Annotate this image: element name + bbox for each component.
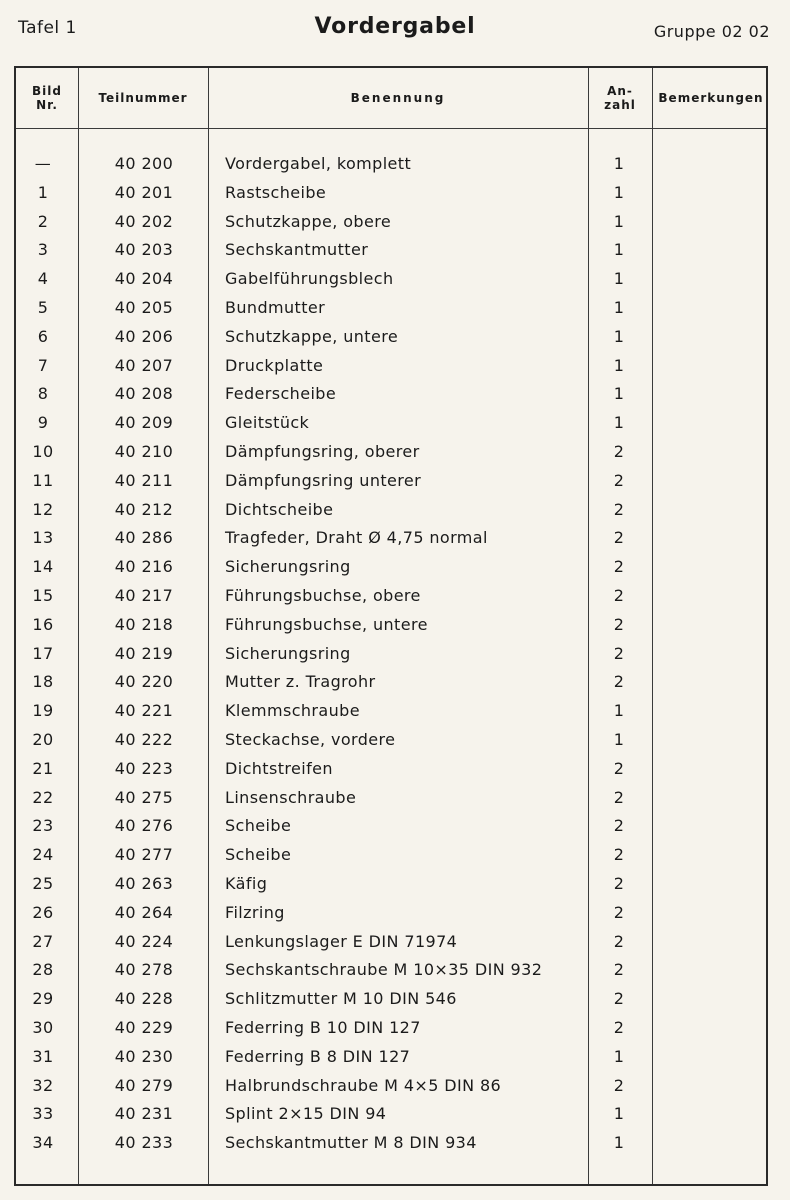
- cell-description: Dämpfungsring unterer: [225, 470, 422, 490]
- table-row: [0, 553, 790, 582]
- cell-figure-number: 10: [32, 441, 54, 461]
- cell-description: Schutzkappe, untere: [225, 326, 399, 346]
- cell-quantity: 1: [613, 384, 625, 404]
- cell-quantity: 2: [613, 643, 625, 663]
- cell-part-number: 40 278: [114, 960, 174, 980]
- cell-quantity: 2: [613, 499, 625, 519]
- cell-quantity: 2: [613, 1075, 625, 1095]
- cell-description: Sechskantmutter: [225, 240, 369, 260]
- cell-quantity: 1: [613, 413, 625, 433]
- cell-description: Gabelführungsblech: [225, 269, 394, 289]
- cell-part-number: 40 222: [114, 729, 174, 749]
- table-row: [0, 1043, 790, 1072]
- cell-description: Bundmutter: [225, 297, 326, 317]
- cell-description: Linsenschraube: [225, 787, 357, 807]
- cell-part-number: 40 201: [114, 182, 174, 202]
- cell-description: Federring B 10 DIN 127: [225, 1017, 421, 1037]
- cell-description: Lenkungslager E DIN 71974: [225, 931, 458, 951]
- table-row: [0, 208, 790, 237]
- cell-part-number: 40 276: [114, 816, 174, 836]
- cell-quantity: 2: [613, 557, 625, 577]
- table-row: [0, 697, 790, 726]
- cell-part-number: 40 208: [114, 384, 174, 404]
- cell-part-number: 40 211: [114, 470, 174, 490]
- cell-part-number: 40 277: [114, 845, 174, 865]
- cell-part-number: 40 263: [114, 873, 174, 893]
- column-header-anzahl: [588, 68, 652, 128]
- table-row: [0, 784, 790, 813]
- cell-part-number: 40 230: [114, 1046, 174, 1066]
- cell-quantity: 1: [613, 326, 625, 346]
- cell-description: Schutzkappe, obere: [225, 211, 392, 231]
- table-row: [0, 380, 790, 409]
- cell-description: Tragfeder, Draht Ø 4,75 normal: [225, 528, 488, 548]
- cell-description: Gleitstück: [225, 413, 310, 433]
- cell-quantity: 1: [613, 729, 625, 749]
- cell-part-number: 40 203: [114, 240, 174, 260]
- table-row: [0, 438, 790, 467]
- cell-figure-number: 4: [37, 269, 49, 289]
- cell-description: Scheibe: [225, 816, 292, 836]
- cell-figure-number: 21: [32, 758, 54, 778]
- cell-description: Führungsbuchse, untere: [225, 614, 428, 634]
- table-row: [0, 524, 790, 553]
- cell-figure-number: 8: [37, 384, 49, 404]
- table-row: [0, 841, 790, 870]
- cell-figure-number: 18: [32, 672, 54, 692]
- cell-figure-number: 28: [32, 960, 54, 980]
- cell-quantity: 2: [613, 816, 625, 836]
- cell-description: Klemmschraube: [225, 701, 360, 721]
- cell-figure-number: 1: [37, 182, 49, 202]
- cell-figure-number: 15: [32, 585, 54, 605]
- cell-quantity: 1: [613, 154, 625, 173]
- cell-description: Dichtstreifen: [225, 758, 333, 778]
- cell-quantity: 2: [613, 873, 625, 893]
- cell-figure-number: 14: [32, 557, 54, 577]
- cell-part-number: 40 204: [114, 269, 174, 289]
- table-row: [0, 985, 790, 1014]
- cell-figure-number: 16: [32, 614, 54, 634]
- cell-description: Schlitzmutter M 10 DIN 546: [225, 989, 457, 1009]
- cell-quantity: 1: [613, 211, 625, 231]
- cell-description: Filzring: [225, 902, 285, 922]
- cell-figure-number: 29: [32, 989, 54, 1009]
- cell-figure-number: —: [34, 154, 52, 173]
- table-row: [0, 668, 790, 697]
- cell-quantity: 1: [613, 355, 625, 375]
- cell-quantity: 2: [613, 845, 625, 865]
- table-row: [0, 899, 790, 928]
- table-row: [0, 236, 790, 265]
- cell-figure-number: 27: [32, 931, 54, 951]
- cell-quantity: 2: [613, 758, 625, 778]
- cell-figure-number: 6: [37, 326, 49, 346]
- table-row: [0, 812, 790, 841]
- cell-part-number: 40 205: [114, 297, 174, 317]
- cell-quantity: 2: [613, 989, 625, 1009]
- cell-description: Sechskantschraube M 10×35 DIN 932: [225, 960, 543, 980]
- cell-description: Dichtscheibe: [225, 499, 334, 519]
- cell-part-number: 40 224: [114, 931, 174, 951]
- cell-description: Vordergabel, komplett: [225, 154, 412, 173]
- cell-quantity: 2: [613, 470, 625, 490]
- cell-figure-number: 3: [37, 240, 49, 260]
- cell-quantity: 1: [613, 182, 625, 202]
- cell-figure-number: 31: [32, 1046, 54, 1066]
- cell-quantity: 2: [613, 960, 625, 980]
- column-header-anzahl-line2: zahl: [604, 98, 636, 112]
- cell-figure-number: 25: [32, 873, 54, 893]
- cell-quantity: 1: [613, 297, 625, 317]
- cell-quantity: 2: [613, 787, 625, 807]
- table-row: [0, 467, 790, 496]
- cell-figure-number: 34: [32, 1133, 54, 1153]
- cell-quantity: 2: [613, 1017, 625, 1037]
- cell-figure-number: 7: [37, 355, 49, 375]
- cell-description: Dämpfungsring, oberer: [225, 441, 420, 461]
- cell-quantity: 1: [613, 240, 625, 260]
- cell-figure-number: 19: [32, 701, 54, 721]
- table-row: [0, 928, 790, 957]
- header-rule: [16, 128, 766, 129]
- table-row: [0, 1129, 790, 1158]
- cell-quantity: 2: [613, 441, 625, 461]
- cell-part-number: 40 209: [114, 413, 174, 433]
- group-number: Gruppe 02 02: [653, 22, 770, 41]
- cell-description: Federring B 8 DIN 127: [225, 1046, 411, 1066]
- cell-figure-number: 20: [32, 729, 54, 749]
- table-row: [0, 1072, 790, 1101]
- cell-part-number: 40 229: [114, 1017, 174, 1037]
- table-row: [0, 640, 790, 669]
- cell-part-number: 40 207: [114, 355, 174, 375]
- cell-description: Führungsbuchse, obere: [225, 585, 421, 605]
- table-row: [0, 611, 790, 640]
- column-header-bild-line1: Bild: [32, 84, 62, 98]
- table-row: [0, 726, 790, 755]
- page-title: Vordergabel: [314, 14, 476, 39]
- cell-quantity: 1: [613, 1104, 625, 1124]
- table-row: [0, 265, 790, 294]
- cell-figure-number: 17: [32, 643, 54, 663]
- cell-quantity: 2: [613, 585, 625, 605]
- cell-figure-number: 32: [32, 1075, 54, 1095]
- cell-quantity: 1: [613, 701, 625, 721]
- cell-part-number: 40 228: [114, 989, 174, 1009]
- cell-quantity: 2: [613, 931, 625, 951]
- cell-figure-number: 26: [32, 902, 54, 922]
- cell-description: Federscheibe: [225, 384, 337, 404]
- cell-quantity: 2: [613, 672, 625, 692]
- cell-quantity: 2: [613, 528, 625, 548]
- column-header-teilnummer: Teilnummer: [98, 91, 188, 105]
- cell-part-number: 40 216: [114, 557, 174, 577]
- cell-part-number: 40 279: [114, 1075, 174, 1095]
- table-row: [0, 496, 790, 525]
- cell-part-number: 40 231: [114, 1104, 174, 1124]
- cell-part-number: 40 275: [114, 787, 174, 807]
- column-header-benennung: Benennung: [350, 91, 446, 105]
- cell-quantity: 2: [613, 902, 625, 922]
- cell-part-number: 40 233: [114, 1133, 174, 1153]
- cell-part-number: 40 202: [114, 211, 174, 231]
- cell-part-number: 40 210: [114, 441, 174, 461]
- table-row: [0, 582, 790, 611]
- cell-part-number: 40 219: [114, 643, 174, 663]
- cell-description: Sicherungsring: [225, 557, 351, 577]
- cell-part-number: 40 200: [114, 154, 174, 173]
- table-row: [0, 323, 790, 352]
- table-body: [0, 150, 790, 1158]
- cell-figure-number: 23: [32, 816, 54, 836]
- cell-description: Druckplatte: [225, 355, 324, 375]
- table-row: [0, 1014, 790, 1043]
- cell-figure-number: 2: [37, 211, 49, 231]
- table-row: [0, 294, 790, 323]
- table-row: [0, 352, 790, 381]
- cell-description: Steckachse, vordere: [225, 729, 396, 749]
- table-row: [0, 956, 790, 985]
- table-row: [0, 755, 790, 784]
- cell-part-number: 40 206: [114, 326, 174, 346]
- cell-part-number: 40 264: [114, 902, 174, 922]
- cell-description: Splint 2×15 DIN 94: [225, 1104, 387, 1124]
- cell-figure-number: 13: [32, 528, 54, 548]
- cell-description: Scheibe: [225, 845, 292, 865]
- cell-part-number: 40 220: [114, 672, 174, 692]
- table-row: [0, 409, 790, 438]
- cell-quantity: 1: [613, 1046, 625, 1066]
- cell-figure-number: 30: [32, 1017, 54, 1037]
- table-row: [0, 1100, 790, 1129]
- cell-description: Mutter z. Tragrohr: [225, 672, 376, 692]
- cell-part-number: 40 217: [114, 585, 174, 605]
- table-row: [0, 179, 790, 208]
- cell-part-number: 40 212: [114, 499, 174, 519]
- cell-figure-number: 9: [37, 413, 49, 433]
- cell-description: Halbrundschraube M 4×5 DIN 86: [225, 1075, 502, 1095]
- plate-number: Tafel 1: [18, 18, 77, 38]
- cell-part-number: 40 286: [114, 528, 174, 548]
- cell-figure-number: 33: [32, 1104, 54, 1124]
- cell-part-number: 40 221: [114, 701, 174, 721]
- cell-description: Sicherungsring: [225, 643, 351, 663]
- cell-part-number: 40 223: [114, 758, 174, 778]
- column-header-anzahl-line1: An-: [607, 84, 633, 98]
- cell-quantity: 2: [613, 614, 625, 634]
- column-header-bemerkungen: Bemerkungen: [658, 91, 764, 105]
- cell-figure-number: 12: [32, 499, 54, 519]
- table-row: [0, 870, 790, 899]
- column-header-bild-line2: Nr.: [36, 98, 58, 112]
- cell-figure-number: 5: [37, 297, 49, 317]
- cell-figure-number: 24: [32, 845, 54, 865]
- cell-description: Käfig: [225, 873, 268, 893]
- cell-part-number: 40 218: [114, 614, 174, 634]
- table-row: [0, 150, 790, 179]
- cell-figure-number: 22: [32, 787, 54, 807]
- page-header: [0, 0, 790, 60]
- column-header-bild: [16, 68, 78, 128]
- cell-quantity: 1: [613, 1133, 625, 1153]
- cell-figure-number: 11: [32, 470, 54, 490]
- cell-description: Sechskantmutter M 8 DIN 934: [225, 1133, 477, 1153]
- cell-description: Rastscheibe: [225, 182, 327, 202]
- cell-quantity: 1: [613, 269, 625, 289]
